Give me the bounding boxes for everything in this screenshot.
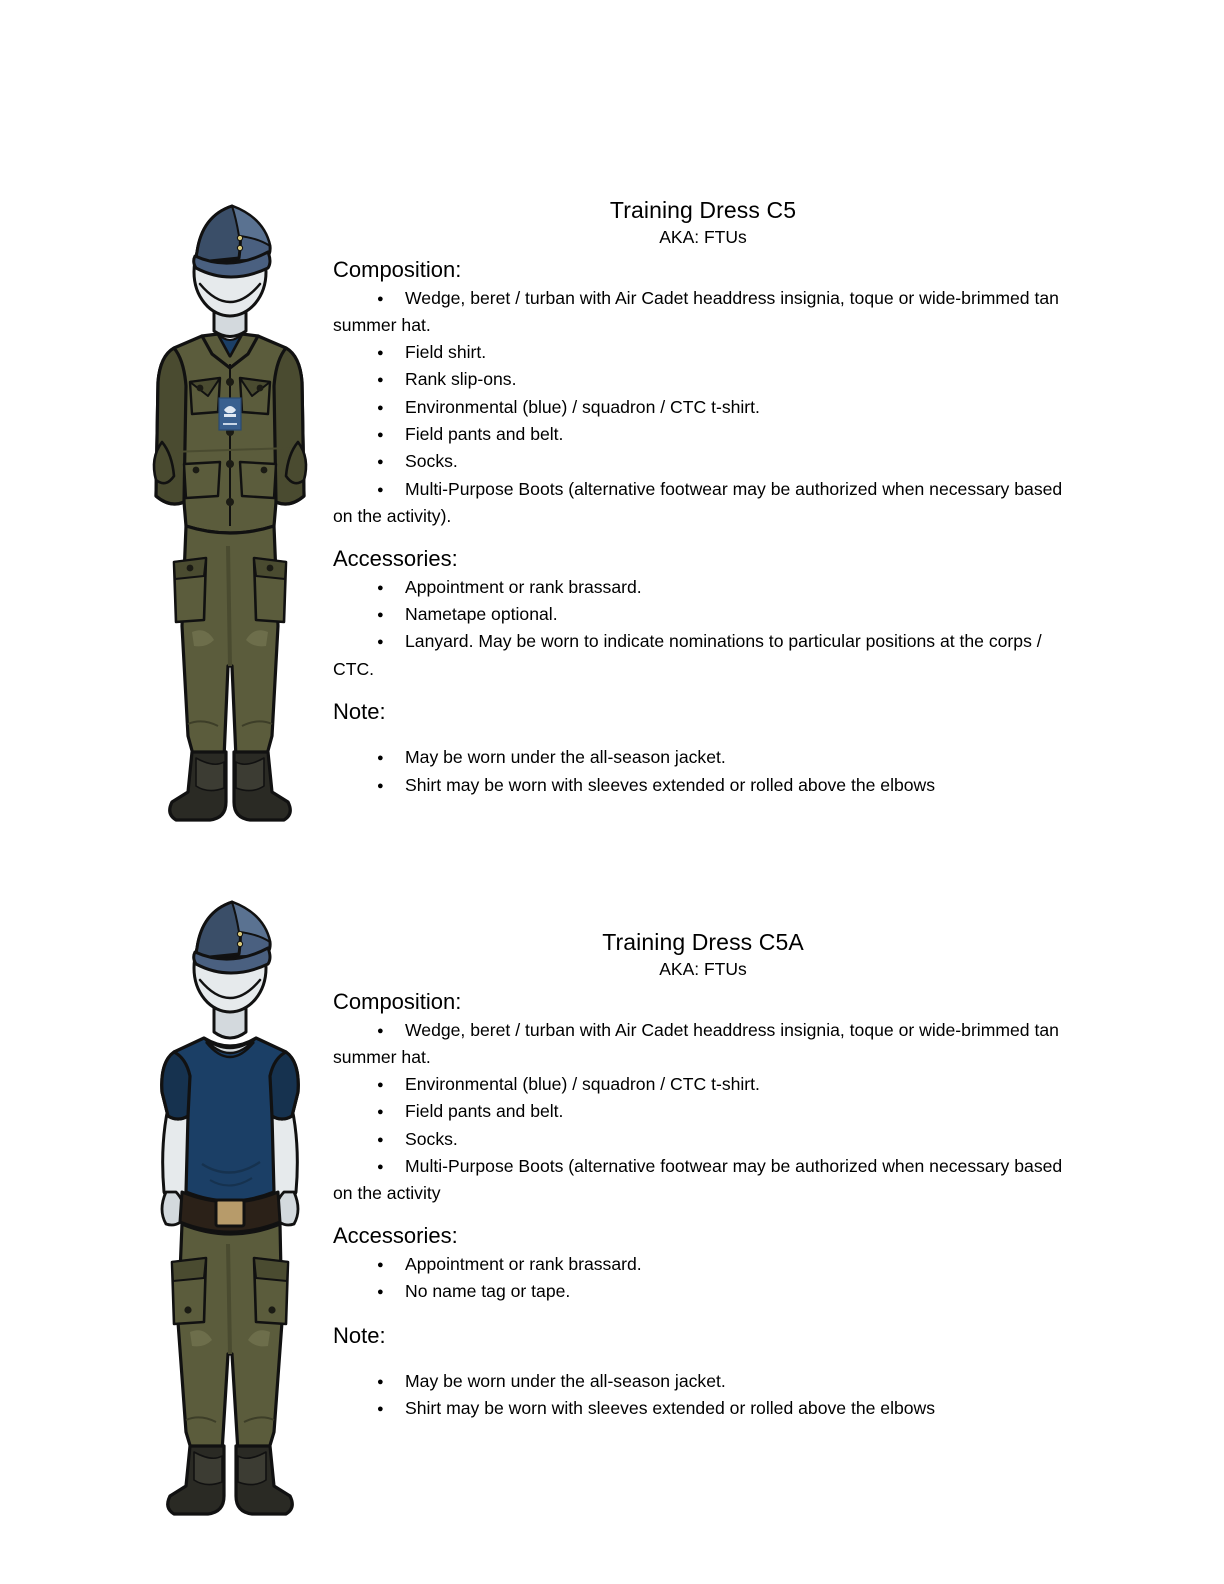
- bullet-icon: [333, 1278, 405, 1305]
- list-item: ●No name tag or tape.: [333, 1278, 1073, 1305]
- bullet-icon: [333, 285, 405, 312]
- dress-title: Training Dress C5A: [602, 929, 804, 955]
- note-heading: Note:: [333, 699, 386, 725]
- list-item: ●Rank slip-ons.: [333, 366, 1073, 393]
- dress-title: Training Dress C5: [609, 197, 797, 223]
- list-item: ●Field pants and belt.: [333, 1098, 1073, 1125]
- figure-cadet-c5: [140, 196, 320, 836]
- bullet-icon: [333, 1098, 405, 1125]
- bullet-icon: [333, 628, 405, 655]
- dress-section-c5a: [0, 892, 1224, 1522]
- accessories-list: [333, 574, 1073, 683]
- list-item: ●May be worn under the all-season jacket.: [333, 744, 1073, 771]
- bullet-icon: [333, 1153, 405, 1180]
- list-item: ●Nametape optional.: [333, 601, 1073, 628]
- bullet-icon: [333, 421, 405, 448]
- bullet-icon: [333, 1126, 405, 1153]
- composition-heading: Composition:: [333, 989, 462, 1014]
- list-item: ●Shirt may be worn with sleeves extended or rolled above the elbows: [333, 772, 1073, 799]
- list-item: ●Multi-Purpose Boots (alternative footwear may be authorized when necessary based on the activity: [333, 1153, 1073, 1207]
- list-item: ●Field pants and belt.: [333, 421, 1073, 448]
- bullet-icon: [333, 772, 405, 799]
- list-item: ●Environmental (blue) / squadron / CTC t-shirt.: [333, 394, 1073, 421]
- accessories-list: [333, 1251, 1073, 1306]
- bullet-icon: [333, 1251, 405, 1278]
- bullet-icon: [333, 1395, 405, 1422]
- bullet-icon: [333, 601, 405, 628]
- composition-heading: Composition:: [333, 257, 462, 282]
- accessories-heading: Accessories:: [333, 545, 458, 571]
- note-list: [333, 1368, 1073, 1423]
- list-item: ●Field shirt.: [333, 339, 1073, 366]
- dress-aka-label: AKA: FTUs: [659, 959, 747, 979]
- list-item: ●Appointment or rank brassard.: [333, 1251, 1073, 1278]
- list-item: ●Shirt may be worn with sleeves extended or rolled above the elbows: [333, 1395, 1073, 1422]
- list-item: ●Socks.: [333, 1126, 1073, 1153]
- unit-badge: [219, 398, 241, 430]
- list-item: ●Wedge, beret / turban with Air Cadet headdress insignia, toque or wide-brimmed tan summer hat.: [333, 285, 1073, 339]
- note-heading: Note:: [333, 1322, 386, 1348]
- composition-list: [333, 1017, 1073, 1207]
- bullet-icon: [333, 448, 405, 475]
- list-item: ●Lanyard. May be worn to indicate nominations to particular positions at the corps / CTC.: [333, 628, 1073, 682]
- bullet-icon: [333, 1017, 405, 1044]
- bullet-icon: [333, 366, 405, 393]
- bullet-icon: [333, 394, 405, 421]
- accessories-heading: Accessories:: [333, 1222, 458, 1248]
- figure-cadet-c5a: [140, 892, 320, 1522]
- bullet-icon: [333, 1368, 405, 1395]
- dress-text-column-c5a: [333, 928, 1073, 1422]
- dress-section-c5: [0, 196, 1224, 836]
- bullet-icon: [333, 574, 405, 601]
- bullet-icon: [333, 339, 405, 366]
- bullet-icon: [333, 744, 405, 771]
- note-list: [333, 744, 1073, 799]
- dress-text-column-c5: [333, 196, 1073, 799]
- list-item: ●Multi-Purpose Boots (alternative footwear may be authorized when necessary based on the activity).: [333, 476, 1073, 530]
- list-item: ●Appointment or rank brassard.: [333, 574, 1073, 601]
- cadet-illustration-c5: [140, 196, 320, 836]
- dress-aka-label: AKA: FTUs: [659, 227, 747, 247]
- list-item: ●Environmental (blue) / squadron / CTC t-shirt.: [333, 1071, 1073, 1098]
- bullet-icon: [333, 476, 405, 503]
- list-item: ●May be worn under the all-season jacket.: [333, 1368, 1073, 1395]
- cadet-illustration-c5a: [140, 892, 320, 1522]
- list-item: ●Wedge, beret / turban with Air Cadet headdress insignia, toque or wide-brimmed tan summer hat.: [333, 1017, 1073, 1071]
- list-item: ●Socks.: [333, 448, 1073, 475]
- bullet-icon: [333, 1071, 405, 1098]
- composition-list: [333, 285, 1073, 530]
